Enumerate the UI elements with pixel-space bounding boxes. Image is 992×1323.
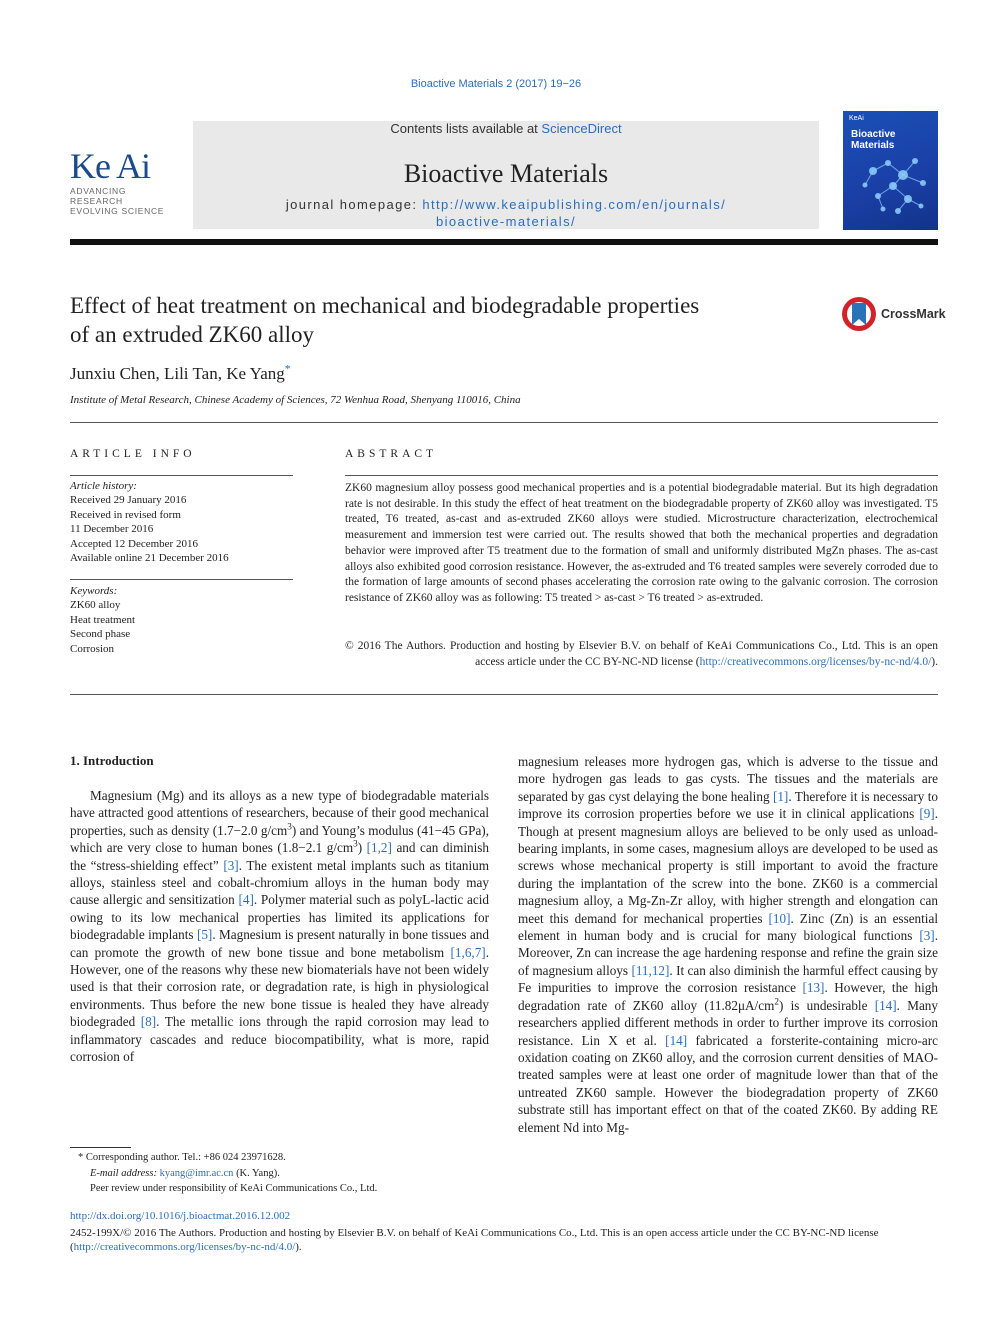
copyright-end: ). (931, 655, 938, 668)
history-item: Accepted 12 December 2016 (70, 537, 198, 550)
body-column-left (70, 787, 489, 1066)
body-text: and can diminish the “stress-shielding effect” (70, 840, 489, 873)
citation-link[interactable]: [10] (768, 910, 791, 926)
abstract-text: ZK60 magnesium alloy possess good mechanical properties and is a potential biodegradable material. But its high degradation rate is not desirable. In this study the effect of heat treatment on the biodegradable property of ZK60 alloy was investigated. T5 treated, T6 treated, as-cast and as-extruded ZK60 alloys were studied. Microstructure characterization, electrochemical measurement and immersion test were carried out. The results showed that both the mechanical properties and degradation behavior were improved after T5 treatment due to the formation of small and uniformly distributed MgZn phases. The as-cast alloys also exhibited good corrosion resistance. However, the as-extruded and T6 treated samples were severely corroded due to the formation of large amounts of second phases accelerating the corrosion rate owing to the galvanic corrosion. The corrosion resistance of ZK60 alloy was as following: T5 treated > as-cast > T6 treated > as-extruded. (345, 482, 938, 604)
section-heading-introduction: 1. Introduction (70, 753, 154, 768)
footer-license-link[interactable]: http://creativecommons.org/licenses/by-nc-nd/4.0/ (73, 1241, 296, 1253)
divider (70, 422, 938, 423)
article-title-line-2: of an extruded ZK60 alloy (70, 322, 314, 347)
email-label: E-mail address: (90, 1167, 160, 1179)
cover-brand: KeAi (849, 115, 864, 122)
publisher-tagline (70, 186, 180, 216)
publisher-tagline-line-1: ADVANCING RESEARCH (70, 186, 127, 206)
citation-link[interactable]: [8] (140, 1014, 157, 1030)
homepage-link[interactable]: http://www.keaipublishing.com/en/journals/ (422, 197, 727, 212)
keyword: Corrosion (70, 642, 114, 655)
citation-link[interactable]: [11,12] (631, 962, 670, 978)
divider (345, 475, 938, 476)
crossmark-icon (841, 295, 877, 333)
body-column-right (518, 753, 938, 1136)
journal-banner (193, 121, 819, 229)
citation-link[interactable]: [9] (919, 806, 935, 822)
history-item: 11 December 2016 (70, 523, 154, 536)
contents-prefix: Contents lists available at (390, 121, 542, 136)
email-note (70, 1166, 490, 1182)
keywords-label: Keywords: (70, 585, 118, 597)
email-suffix: (K. Yang). (233, 1167, 280, 1179)
keyword: Heat treatment (70, 613, 136, 626)
citation-link[interactable]: [13] (802, 980, 825, 996)
publisher-logo (70, 146, 180, 216)
journal-homepage (193, 196, 819, 230)
history-item: Received in revised form (70, 508, 181, 521)
affiliation: Institute of Metal Research, Chinese Academy of Sciences, 72 Wenhua Road, Shenyang 110016, China (70, 394, 521, 406)
superscript: 2 (774, 996, 779, 1007)
citation-link[interactable]: [5] (196, 927, 213, 943)
keyword: ZK60 alloy (70, 599, 121, 612)
body-text: . However, one of the reasons why these new biomaterials have not been widely used is that their corrosion rate, or degradation rate, is high in physiological environments. Thus before the new bone tissue is healed they have already biodegraded (70, 944, 489, 1030)
body-text: . Magnesium is present naturally in bone tissues and can promote the growth of new bone tissue and bone metabolism (70, 927, 489, 960)
body-text: Magnesium (Mg) and its alloys as a new type of biodegradable materials have attracted good attentions of researchers, because of their good mechanical properties, such as density (1.7−2.0 g/cm (70, 788, 489, 838)
crossmark-label: CrossMark (881, 307, 946, 321)
copyright-text: © 2016 The Authors. Production and hosting by Elsevier B.V. on behalf of KeAi Communications Co., Ltd. This is an open access article under the CC BY-NC-ND license ( (345, 640, 938, 668)
header-divider (70, 239, 938, 245)
footnote-divider (70, 1147, 131, 1148)
body-text: . Zinc (Zn) is an essential element in human body and is crucial for many biological functions (518, 910, 938, 944)
history-item: Received 29 January 2016 (70, 494, 187, 507)
citation-link[interactable]: [14] (665, 1032, 688, 1048)
body-text: . The metallic ions through the rapid corrosion may lead to inflammatory cascades and reduce biocompatibility, what is more, rapid corrosion of (70, 1014, 489, 1065)
citation-link[interactable]: [1,6,7] (450, 944, 486, 960)
body-text: . Polymer material such as polyL-lactic acid owing to its low mechanical properties has limited its applications for biodegradable implants (70, 892, 489, 943)
citation-link[interactable]: [3] (223, 857, 239, 873)
article-info-heading: ARTICLE INFO (70, 448, 196, 460)
corresponding-author-note: * Corresponding author. Tel.: +86 024 23971628. (78, 1152, 286, 1163)
abstract-copyright (345, 639, 938, 670)
email-link[interactable]: kyang@imr.ac.cn (159, 1167, 234, 1179)
cover-molecule-art (843, 111, 938, 230)
peer-review-note: Peer review under responsibility of KeAi Communications Co., Ltd. (90, 1183, 378, 1194)
divider (70, 579, 293, 580)
license-link[interactable]: http://creativecommons.org/licenses/by-nc-nd/4.0/ (699, 655, 932, 668)
body-text: . The existent metal implants such as titanium alloys, stainless steel and cobalt-chromium alloys in the human body may cause allergic and sensitization (70, 857, 490, 908)
article-history (70, 479, 229, 565)
superscript: 3 (287, 821, 292, 832)
abstract-heading: ABSTRACT (345, 448, 438, 460)
homepage-prefix: journal homepage: (285, 197, 423, 212)
footnotes (70, 1150, 490, 1197)
history-item: Available online 21 December 2016 (70, 552, 229, 565)
body-text: . It can also diminish the harmful effect causing by Fe impurities to improve the corrosion resistance (518, 962, 938, 996)
journal-reference[interactable]: Bioactive Materials 2 (2017) 19−26 (410, 78, 582, 90)
body-text: ) (357, 840, 367, 856)
keywords (70, 584, 135, 656)
body-text: . Though at present magnesium alloys are believed to be only used as unload-bearing implants, in some cases, magnesium alloys are developed to be used as screws whose mechanical property is still important to avoid the fracture during the implantation of the screw into the bone. ZK60 is a commercial magnesium alloy, a Mg-Zn-Zr alloy, with higher strength and elongation can meet this demand for mechanical properties (518, 806, 938, 926)
body-text: . Many researchers applied different methods in order to further improve its corrosion resistance. Lin X et al. (518, 997, 938, 1048)
history-label: Article history: (70, 480, 137, 492)
superscript: 3 (353, 838, 358, 849)
body-text: ) and Young’s modulus (41−45 GPa), which are very close to human bones (1.8−2.1 g/cm (70, 822, 489, 856)
publisher-tagline-line-2: EVOLVING SCIENCE (70, 206, 165, 216)
body-text: fabricated a forsterite-containing micro-arc oxidation coating on ZK60 alloy, and the corrosion current densities of MAO-treated samples were at least one order of magnitude lower than that of the untreated ZK60 sample. However the biodegradation property of ZK60 substrate still has important effect on that of the coated ZK60. By adding RE element Nd into Mg- (518, 1032, 938, 1135)
article-title (70, 291, 830, 349)
body-text: . Therefore it is necessary to improve its corrosion properties before we use it in clinical applications (518, 788, 938, 822)
body-text: . Moreover, Zn can increase the age hardening response and refine the grain size of magnesium alloys (518, 928, 938, 978)
citation-link[interactable]: [3] (919, 928, 935, 944)
footer-license-end: ). (295, 1241, 302, 1253)
cover-title-line-1: Bioactive (851, 129, 896, 140)
body-text: ) is undesirable (778, 997, 875, 1013)
author-names: Junxiu Chen, Lili Tan, Ke Yang (70, 364, 285, 383)
homepage-link-continued[interactable]: bioactive-materials/ (436, 214, 576, 229)
corresponding-author-mark[interactable]: * (284, 361, 291, 376)
article-title-line-1: Effect of heat treatment on mechanical and biodegradable properties (70, 293, 700, 318)
body-text: magnesium releases more hydrogen gas, which is adverse to the tissue and more hydrogen gas leads to gas cysts. The tissues and the materials are separated by gas cyst delaying the bone healing (518, 754, 938, 804)
citation-link[interactable]: [14] (874, 997, 897, 1013)
doi-link[interactable]: http://dx.doi.org/10.1016/j.bioactmat.2016.12.002 (70, 1210, 291, 1222)
body-text: . However, the high degradation rate of ZK60 alloy (11.82μA/cm (518, 980, 938, 1013)
footer-license-text: 2452-199X/© 2016 The Authors. Production and hosting by Elsevier B.V. on behalf of KeAi Communications Co., Ltd. This is an open access article under the CC BY-NC-ND license ( (70, 1227, 879, 1253)
author-list (70, 361, 291, 384)
contents-line (193, 121, 819, 136)
cover-title-line-2: Materials (851, 140, 895, 151)
journal-cover[interactable] (843, 111, 938, 230)
citation-link[interactable]: [1] (772, 788, 789, 804)
divider (70, 694, 938, 695)
journal-name: Bioactive Materials (403, 159, 609, 188)
crossmark-badge[interactable] (841, 295, 946, 335)
sciencedirect-link[interactable]: ScienceDirect (541, 121, 622, 136)
citation-link[interactable]: [4] (238, 892, 254, 908)
divider (70, 475, 293, 476)
keyword: Second phase (70, 628, 131, 641)
citation-link[interactable]: [1,2] (366, 840, 392, 856)
footer-license (70, 1226, 938, 1254)
publisher-wordmark: Ke Ai (70, 146, 150, 186)
